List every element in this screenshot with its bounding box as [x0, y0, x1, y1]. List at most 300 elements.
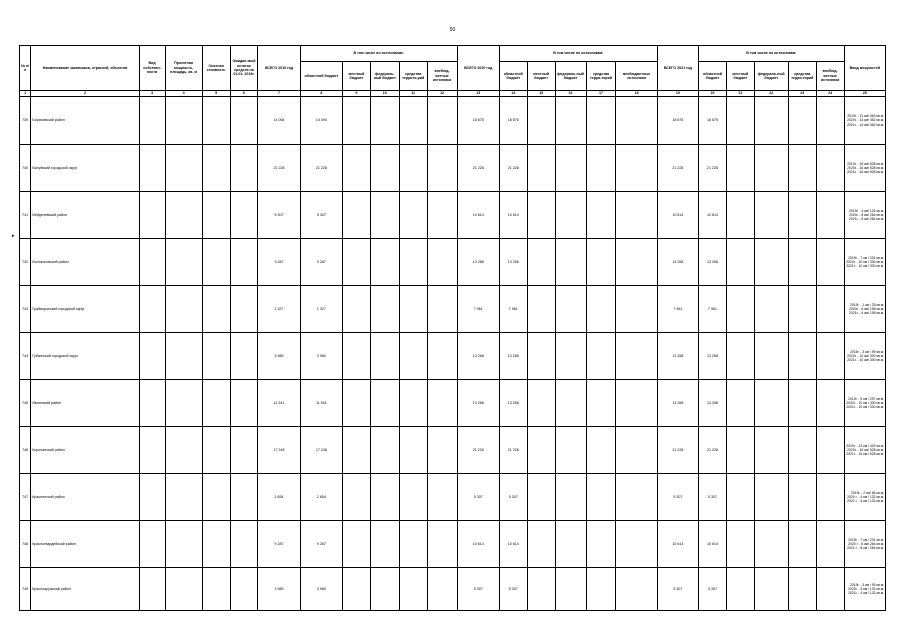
- empty-cell: [726, 97, 754, 145]
- empty-cell: [370, 568, 399, 611]
- total-2020: 5 307: [457, 568, 499, 611]
- empty-cell: [616, 427, 657, 474]
- col-federal-2021: федераль-ный бюджет: [754, 62, 788, 91]
- empty-cell: [427, 239, 457, 286]
- empty-cell: [342, 427, 370, 474]
- regional-2019: 9 287: [300, 239, 342, 286]
- empty-cell: [555, 239, 586, 286]
- col-total-2021: ВСЕГО 2021 год: [657, 46, 698, 91]
- row-name: Грайворонский городской округ: [31, 286, 139, 333]
- sources-2020: В том числе по источникам:: [499, 46, 657, 62]
- empty-cell: [586, 239, 616, 286]
- empty-cell: [427, 145, 457, 192]
- empty-cell: [165, 239, 202, 286]
- sources-2019: В том числе по источникам:: [300, 46, 457, 62]
- empty-cell: [726, 286, 754, 333]
- row-number: 748: [20, 521, 31, 568]
- regional-2020: 10 614: [499, 192, 527, 239]
- empty-cell: [202, 145, 230, 192]
- empty-cell: [616, 192, 657, 239]
- commissioning-value: 2019г. - 11 км/ 363 кв.м, 2020г. - 14 км/ 462 кв.м, 2021г. - 14 км/ 462 кв.м.: [844, 97, 885, 145]
- total-2019: 11 941: [258, 380, 300, 427]
- total-2021: 10 614: [657, 521, 698, 568]
- column-number: 17: [586, 91, 616, 97]
- empty-cell: [586, 427, 616, 474]
- empty-cell: [165, 333, 202, 380]
- col-extrabudget-2019: внебюд-жетные источники: [427, 62, 457, 91]
- empty-cell: [816, 333, 844, 380]
- empty-cell: [399, 380, 427, 427]
- empty-cell: [230, 474, 258, 521]
- empty-cell: [427, 521, 457, 568]
- total-2020: 5 307: [457, 474, 499, 521]
- empty-cell: [342, 568, 370, 611]
- empty-cell: [370, 286, 399, 333]
- empty-cell: [616, 145, 657, 192]
- total-2021: 13 268: [657, 239, 698, 286]
- column-number: 11: [399, 91, 427, 97]
- column-number: 2: [31, 91, 139, 97]
- empty-cell: [165, 192, 202, 239]
- commissioning-value: 2019г. - 7 км / 231 кв.м, 2020 г. - 8 км/ 264 кв.м, 2021 г. - 8 км / 264 кв.м.: [844, 521, 885, 568]
- page-number: 50: [449, 27, 456, 33]
- col-commissioning: Ввод мощностей: [844, 46, 885, 91]
- regional-2021: 13 268: [699, 239, 727, 286]
- empty-cell: [342, 239, 370, 286]
- regional-2020: 21 228: [499, 145, 527, 192]
- empty-cell: [616, 521, 657, 568]
- row-number: 742: [20, 239, 31, 286]
- total-2020: 21 228: [457, 145, 499, 192]
- regional-2019: 21 228: [300, 145, 342, 192]
- col-local-2021: местный бюджет: [726, 62, 754, 91]
- sources-2021: В том числе по источникам:: [699, 46, 845, 62]
- commissioning-value: 2019г. - 16 км/ 528 кв.м, 2020г. - 16 км/ 528 кв.м, 2021г. - 16 км/ 528 кв.м.: [844, 145, 885, 192]
- empty-cell: [165, 474, 202, 521]
- table-row: [20, 145, 886, 192]
- empty-cell: [726, 380, 754, 427]
- empty-cell: [788, 521, 816, 568]
- empty-cell: [754, 97, 788, 145]
- empty-cell: [726, 568, 754, 611]
- column-number: 25: [844, 91, 885, 97]
- empty-cell: [788, 427, 816, 474]
- empty-cell: [427, 333, 457, 380]
- empty-cell: [230, 192, 258, 239]
- empty-cell: [427, 380, 457, 427]
- empty-cell: [342, 333, 370, 380]
- empty-cell: [555, 145, 586, 192]
- empty-cell: [370, 474, 399, 521]
- col-ownership: Вид собствен-ности: [139, 46, 165, 91]
- empty-cell: [586, 474, 616, 521]
- empty-cell: [399, 333, 427, 380]
- col-federal-2020: федераль-ный бюджет: [555, 62, 586, 91]
- regional-2019: 5 307: [300, 192, 342, 239]
- empty-cell: [726, 333, 754, 380]
- regional-2021: 13 268: [699, 380, 727, 427]
- regional-2019: 14 094: [300, 97, 342, 145]
- empty-cell: [230, 333, 258, 380]
- col-territorial-2021: средства терри-торий: [788, 62, 816, 91]
- regional-2020: 10 614: [499, 521, 527, 568]
- empty-cell: [399, 474, 427, 521]
- empty-cell: [788, 97, 816, 145]
- empty-cell: [139, 521, 165, 568]
- empty-cell: [788, 239, 816, 286]
- empty-cell: [139, 192, 165, 239]
- empty-cell: [230, 380, 258, 427]
- empty-cell: [230, 568, 258, 611]
- total-2020: 10 614: [457, 521, 499, 568]
- total-2021: 13 268: [657, 333, 698, 380]
- total-2020: 13 268: [457, 380, 499, 427]
- regional-2019: 1 327: [300, 286, 342, 333]
- commissioning-value: 2019г. - 3 км / 99 кв.м, 2020г. - 10 км/ 330 кв.м, 2021г. - 10 км/ 330 кв.м.: [844, 333, 885, 380]
- regional-2020: 21 228: [499, 427, 527, 474]
- empty-cell: [202, 474, 230, 521]
- regional-2019: 3 980: [300, 568, 342, 611]
- empty-cell: [342, 145, 370, 192]
- total-2019: 14 094: [258, 97, 300, 145]
- empty-cell: [230, 286, 258, 333]
- column-number: 4: [165, 91, 202, 97]
- row-number: 747: [20, 474, 31, 521]
- empty-cell: [586, 286, 616, 333]
- row-number: 743: [20, 286, 31, 333]
- empty-cell: [816, 380, 844, 427]
- table-row: [20, 427, 886, 474]
- total-2021: 5 307: [657, 474, 698, 521]
- empty-cell: [527, 192, 555, 239]
- empty-cell: [342, 192, 370, 239]
- empty-cell: [527, 380, 555, 427]
- col-capacity: Проектная мощность, площадь, кв. м: [165, 46, 202, 91]
- empty-cell: [370, 145, 399, 192]
- total-2019: 1 327: [258, 286, 300, 333]
- empty-cell: [370, 380, 399, 427]
- empty-cell: [586, 145, 616, 192]
- empty-cell: [555, 333, 586, 380]
- empty-cell: [527, 239, 555, 286]
- row-number: 749: [20, 568, 31, 611]
- regional-2021: 21 228: [699, 145, 727, 192]
- column-number: 10: [370, 91, 399, 97]
- empty-cell: [555, 474, 586, 521]
- column-number: 24: [816, 91, 844, 97]
- table-row: [20, 333, 886, 380]
- empty-cell: [586, 380, 616, 427]
- empty-cell: [342, 286, 370, 333]
- column-number: 15: [527, 91, 555, 97]
- table-row: [20, 521, 886, 568]
- empty-cell: [230, 521, 258, 568]
- total-2021: 18 675: [657, 97, 698, 145]
- row-number: 744: [20, 333, 31, 380]
- row-name: Красногвардейский район: [31, 521, 139, 568]
- row-name: Красненский район: [31, 474, 139, 521]
- empty-cell: [754, 333, 788, 380]
- column-number: 19: [657, 91, 698, 97]
- regional-2019: 3 980: [300, 333, 342, 380]
- empty-cell: [202, 333, 230, 380]
- empty-cell: [399, 239, 427, 286]
- regional-2019: 9 287: [300, 521, 342, 568]
- row-name: Губкинский городской округ: [31, 333, 139, 380]
- regional-2020: 13 268: [499, 333, 527, 380]
- funding-table: [19, 45, 886, 611]
- empty-cell: [754, 286, 788, 333]
- col-name: Наименование заказчиков, отраслей, объектов: [31, 46, 139, 91]
- col-regional-2019: областной бюджет: [300, 62, 342, 91]
- empty-cell: [726, 521, 754, 568]
- commissioning-value: 2019г. - 2 км/ 66 кв.м, 2020 г. - 4 км / 132 кв.м, 2021 г. - 4 км / 132 кв.м.: [844, 474, 885, 521]
- empty-cell: [427, 568, 457, 611]
- empty-cell: [165, 427, 202, 474]
- empty-cell: [816, 521, 844, 568]
- column-number: 14: [499, 91, 527, 97]
- empty-cell: [202, 239, 230, 286]
- empty-cell: [139, 333, 165, 380]
- empty-cell: [754, 474, 788, 521]
- total-2021: 10 614: [657, 192, 698, 239]
- col-territorial-2019: средства террито-рий: [399, 62, 427, 91]
- empty-cell: [342, 380, 370, 427]
- total-2019: 3 980: [258, 568, 300, 611]
- empty-cell: [586, 97, 616, 145]
- empty-cell: [754, 145, 788, 192]
- commissioning-value: 2019г. - 3 км / 99 кв.м, 2020г. - 4 км / 132 кв.м, 2021г. - 4 км / 132 кв.м.: [844, 568, 885, 611]
- total-2021: 7 961: [657, 286, 698, 333]
- total-2020: 7 961: [457, 286, 499, 333]
- empty-cell: [427, 474, 457, 521]
- column-number: 12: [427, 91, 457, 97]
- empty-cell: [399, 568, 427, 611]
- empty-cell: [788, 192, 816, 239]
- empty-cell: [788, 145, 816, 192]
- total-2020: 18 675: [457, 97, 499, 145]
- empty-cell: [165, 97, 202, 145]
- commissioning-value: 2019г. - 9 км / 297 кв.м, 2020г. - 10 км / 330 кв.м, 2021г. - 10 км / 330 кв.м.: [844, 380, 885, 427]
- table-row: [20, 286, 886, 333]
- empty-cell: [527, 474, 555, 521]
- total-2020: 10 614: [457, 192, 499, 239]
- empty-cell: [726, 239, 754, 286]
- empty-cell: [816, 427, 844, 474]
- empty-cell: [555, 568, 586, 611]
- regional-2021: 18 675: [699, 97, 727, 145]
- empty-cell: [230, 97, 258, 145]
- empty-cell: [165, 145, 202, 192]
- col-remaining: Ожидае-мый остаток средств на 01.01. 2019г.: [230, 46, 258, 91]
- total-2019: 9 287: [258, 239, 300, 286]
- regional-2020: 5 307: [499, 474, 527, 521]
- empty-cell: [165, 286, 202, 333]
- column-number: 3: [139, 91, 165, 97]
- empty-cell: [139, 568, 165, 611]
- regional-2021: 21 228: [699, 427, 727, 474]
- empty-cell: [816, 192, 844, 239]
- empty-cell: [202, 192, 230, 239]
- empty-cell: [399, 145, 427, 192]
- margin-marker: ▸: [12, 233, 15, 239]
- row-name: Вейделевский район: [31, 192, 139, 239]
- empty-cell: [754, 427, 788, 474]
- empty-cell: [788, 568, 816, 611]
- empty-cell: [399, 192, 427, 239]
- empty-cell: [202, 427, 230, 474]
- row-number: 741: [20, 192, 31, 239]
- empty-cell: [527, 568, 555, 611]
- empty-cell: [230, 427, 258, 474]
- empty-cell: [399, 521, 427, 568]
- empty-cell: [555, 192, 586, 239]
- empty-cell: [816, 145, 844, 192]
- empty-cell: [555, 380, 586, 427]
- empty-cell: [816, 97, 844, 145]
- table-row: [20, 380, 886, 427]
- empty-cell: [202, 568, 230, 611]
- regional-2020: 5 307: [499, 568, 527, 611]
- empty-cell: [139, 286, 165, 333]
- row-number: 739: [20, 97, 31, 145]
- total-2019: 21 228: [258, 145, 300, 192]
- empty-cell: [586, 192, 616, 239]
- empty-cell: [555, 286, 586, 333]
- regional-2020: 18 675: [499, 97, 527, 145]
- empty-cell: [816, 568, 844, 611]
- empty-cell: [202, 380, 230, 427]
- column-number: 5: [202, 91, 230, 97]
- total-2019: 2 654: [258, 474, 300, 521]
- column-number: 21: [726, 91, 754, 97]
- empty-cell: [586, 568, 616, 611]
- empty-cell: [139, 97, 165, 145]
- total-2021: 13 268: [657, 380, 698, 427]
- empty-cell: [754, 239, 788, 286]
- empty-cell: [139, 427, 165, 474]
- col-extrabudget-2021: внебюд-жетные источники: [816, 62, 844, 91]
- empty-cell: [788, 380, 816, 427]
- empty-cell: [202, 521, 230, 568]
- empty-cell: [139, 239, 165, 286]
- total-2020: 21 228: [457, 427, 499, 474]
- empty-cell: [616, 97, 657, 145]
- empty-cell: [788, 286, 816, 333]
- row-name: Корочанский район: [31, 427, 139, 474]
- column-number: 20: [699, 91, 727, 97]
- total-2021: 21 228: [657, 427, 698, 474]
- total-2020: 13 268: [457, 239, 499, 286]
- col-num: № п/п: [20, 46, 31, 91]
- col-local-2020: местный бюджет: [527, 62, 555, 91]
- column-number: 22: [754, 91, 788, 97]
- empty-cell: [527, 333, 555, 380]
- empty-cell: [230, 145, 258, 192]
- empty-cell: [616, 239, 657, 286]
- empty-cell: [616, 474, 657, 521]
- empty-cell: [754, 521, 788, 568]
- empty-cell: [555, 427, 586, 474]
- table-row: [20, 568, 886, 611]
- table-row: [20, 97, 886, 145]
- empty-cell: [754, 568, 788, 611]
- empty-cell: [616, 333, 657, 380]
- empty-cell: [616, 568, 657, 611]
- col-territorial-2020: средства терри-торий: [586, 62, 616, 91]
- col-extrabudget-2020: внебюджетные источники: [616, 62, 657, 91]
- commissioning-value: 2019г. - 7 км / 231 кв.м, 2020г. - 10 км / 330 кв.м, 2021г. - 10 км / 330 кв.м.: [844, 239, 885, 286]
- col-total-2019: ВСЕГО 2019 год: [258, 46, 300, 91]
- col-regional-2021: областной бюджет: [699, 62, 727, 91]
- empty-cell: [427, 286, 457, 333]
- regional-2021: 10 614: [699, 192, 727, 239]
- empty-cell: [399, 286, 427, 333]
- col-regional-2020: областной бюджет: [499, 62, 527, 91]
- regional-2020: 13 268: [499, 380, 527, 427]
- regional-2020: 13 268: [499, 239, 527, 286]
- empty-cell: [202, 97, 230, 145]
- regional-2021: 13 268: [699, 333, 727, 380]
- empty-cell: [342, 97, 370, 145]
- empty-cell: [788, 474, 816, 521]
- empty-cell: [616, 380, 657, 427]
- empty-cell: [139, 474, 165, 521]
- empty-cell: [427, 97, 457, 145]
- empty-cell: [202, 286, 230, 333]
- regional-2019: 11 941: [300, 380, 342, 427]
- empty-cell: [230, 239, 258, 286]
- empty-cell: [427, 192, 457, 239]
- total-2021: 21 228: [657, 145, 698, 192]
- empty-cell: [816, 286, 844, 333]
- total-2019: 9 287: [258, 521, 300, 568]
- empty-cell: [165, 568, 202, 611]
- empty-cell: [816, 239, 844, 286]
- empty-cell: [370, 427, 399, 474]
- regional-2021: 10 614: [699, 521, 727, 568]
- empty-cell: [527, 97, 555, 145]
- empty-cell: [370, 97, 399, 145]
- total-2020: 13 268: [457, 333, 499, 380]
- empty-cell: [399, 97, 427, 145]
- col-local-2019: местный бюджет: [342, 62, 370, 91]
- empty-cell: [370, 192, 399, 239]
- col-total-2020: ВСЕГО 2020 год: [457, 46, 499, 91]
- total-2019: 5 307: [258, 192, 300, 239]
- empty-cell: [586, 333, 616, 380]
- empty-cell: [726, 145, 754, 192]
- col-federal-2019: федераль-ный бюджет: [370, 62, 399, 91]
- regional-2021: 5 307: [699, 568, 727, 611]
- table-row: [20, 192, 886, 239]
- empty-cell: [527, 145, 555, 192]
- regional-2021: 7 961: [699, 286, 727, 333]
- empty-cell: [754, 380, 788, 427]
- empty-cell: [370, 333, 399, 380]
- empty-cell: [527, 427, 555, 474]
- row-name: Борисовский район: [31, 97, 139, 145]
- commissioning-value: 2019г. - 13 км / 429 кв.м, 2020г. - 16 км/ 528 кв.м, 2021г. - 16 км / 528 кв.м.: [844, 427, 885, 474]
- total-2021: 5 307: [657, 568, 698, 611]
- column-number: 8: [300, 91, 342, 97]
- empty-cell: [555, 97, 586, 145]
- empty-cell: [586, 521, 616, 568]
- empty-cell: [616, 286, 657, 333]
- total-2019: 3 980: [258, 333, 300, 380]
- empty-cell: [139, 145, 165, 192]
- row-number: 745: [20, 380, 31, 427]
